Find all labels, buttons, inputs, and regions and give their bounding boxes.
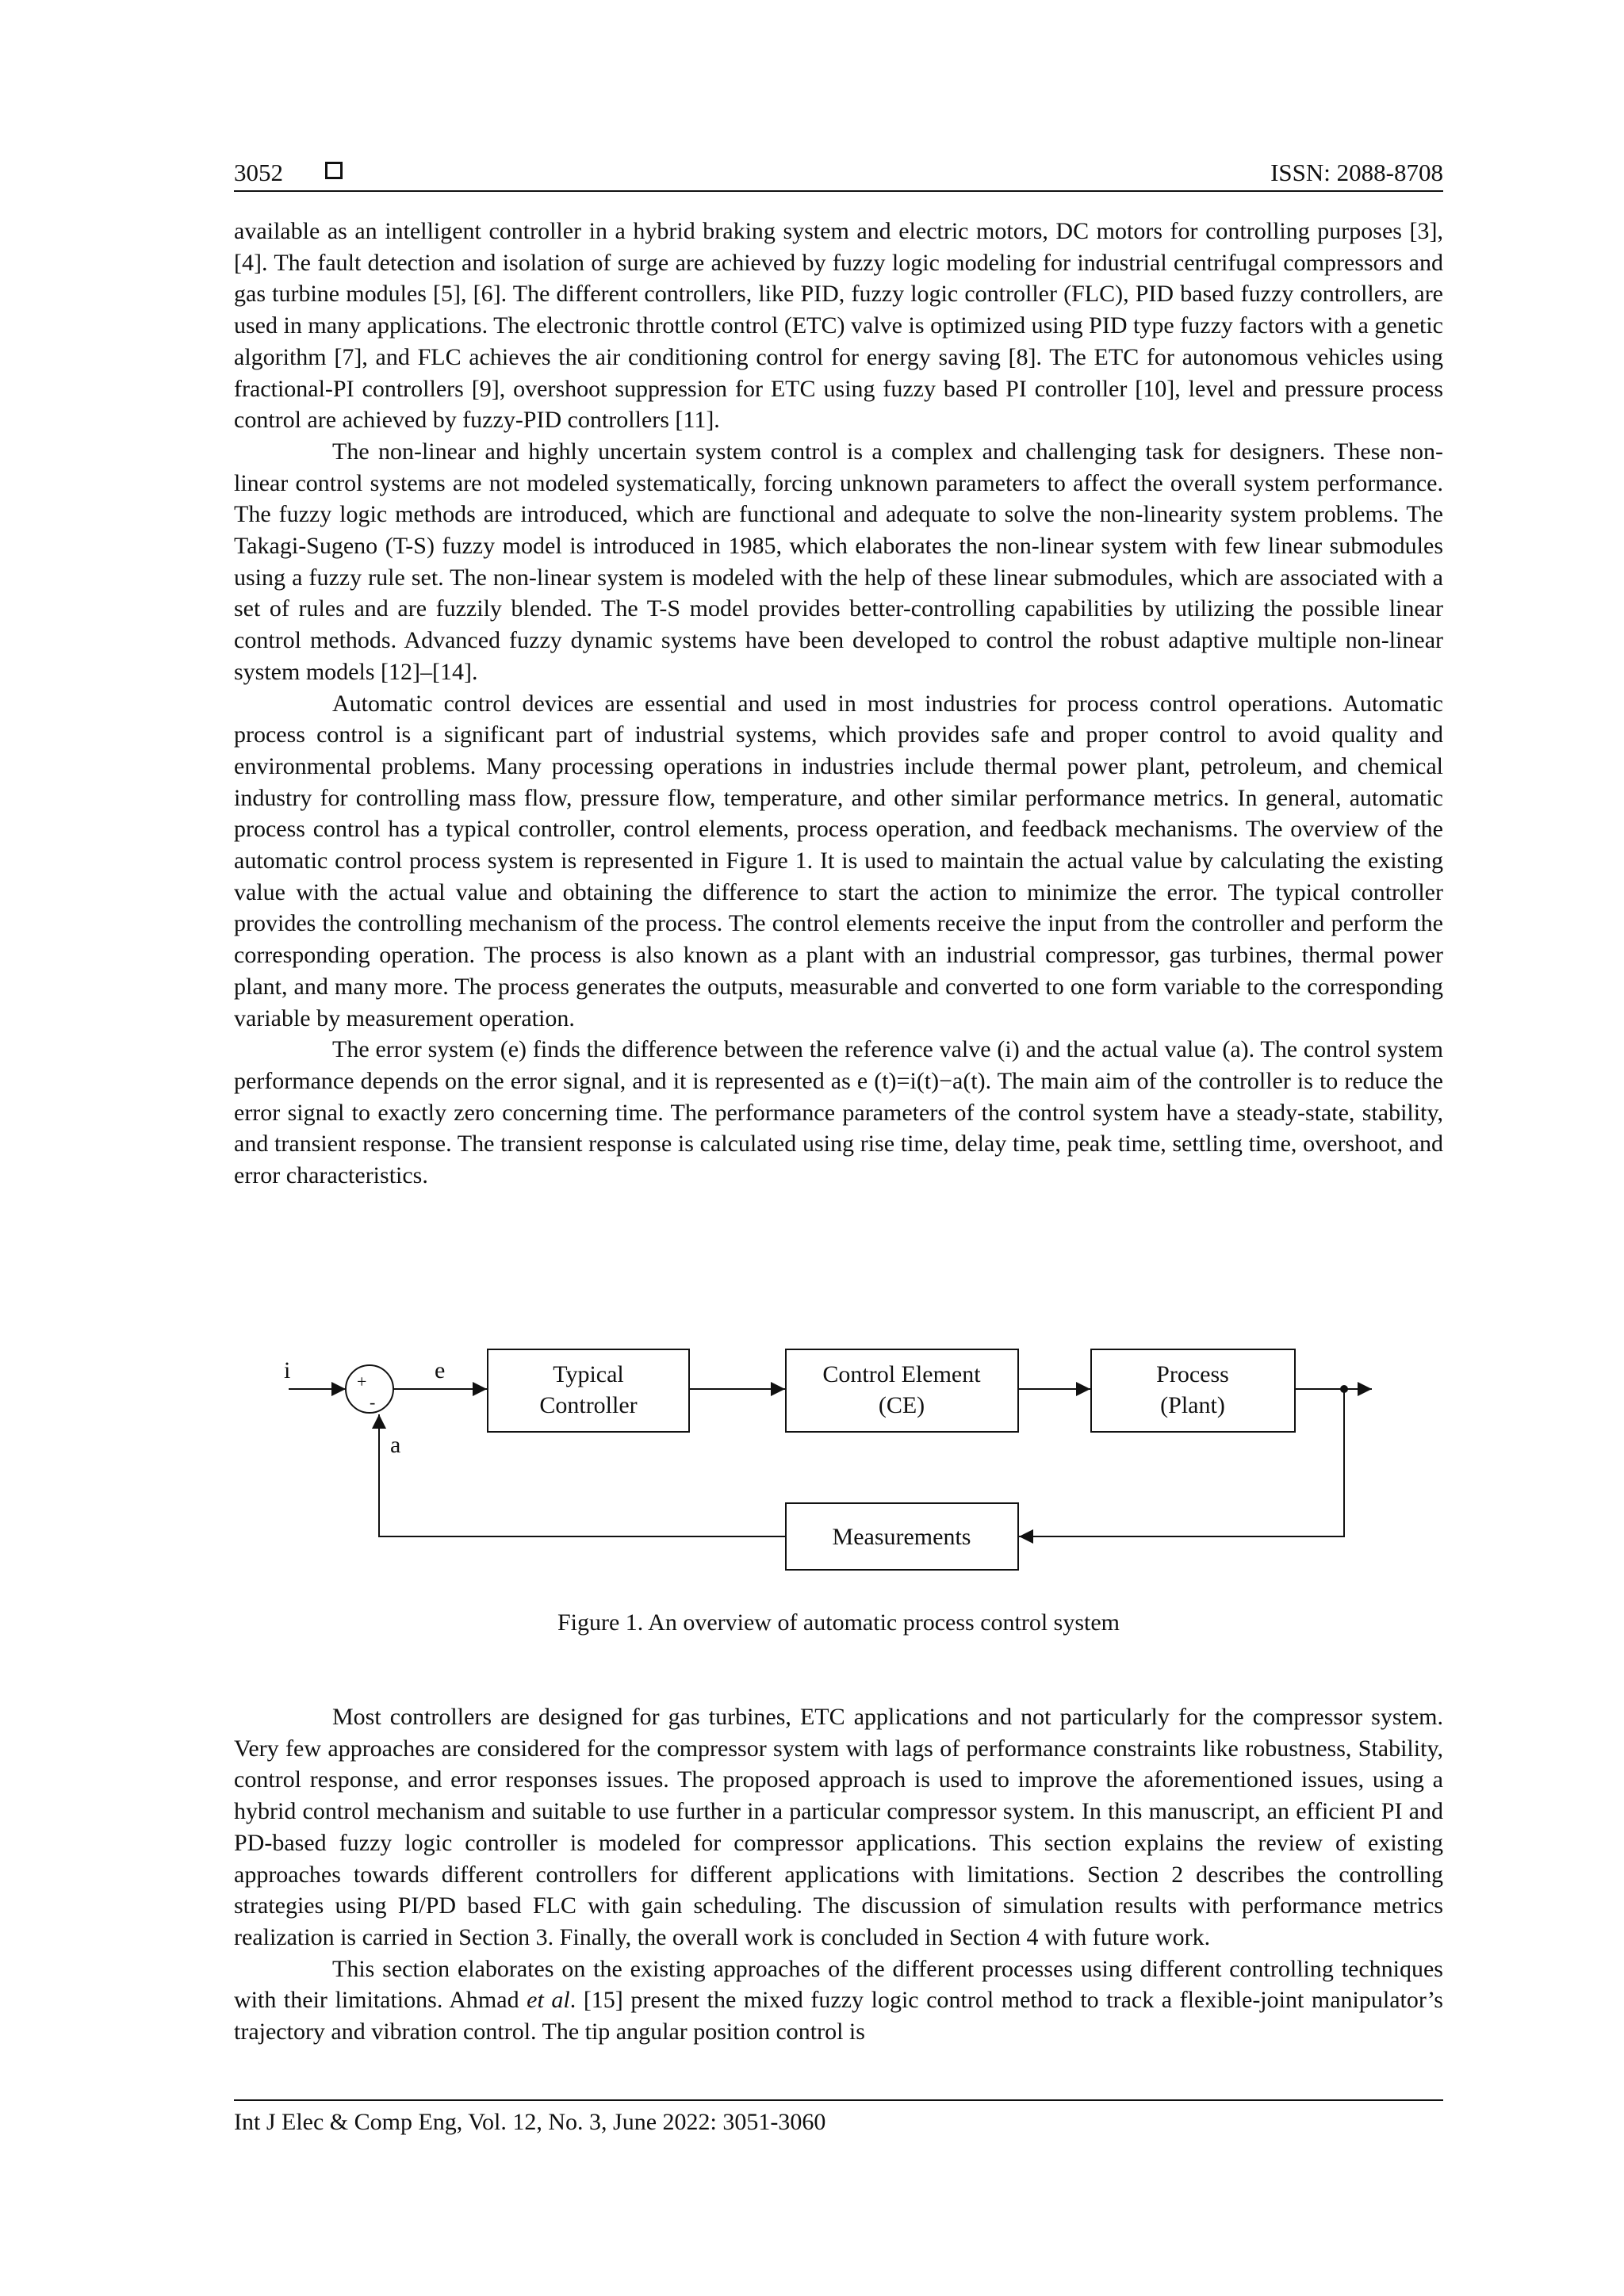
takeoff-point <box>1340 1385 1348 1393</box>
block-diagram <box>278 1340 1388 1594</box>
paragraph: Automatic control devices are essential and used in most industries for process control operations. Automatic process control is a significant part of industrial systems, which provides safe and proper control to avoid quality and environmental problems. Many processing operations in industries include thermal power plant, petroleum, and chemical industry for controlling mass flow, pressure flow, temperature, and other similar performance metrics. In general, automatic process control has a typical controller, control elements, process operation, and feedback mechanisms. The overview of the automatic control process system is represented in Figure 1. It is used to maintain the actual value by calculating the existing value with the actual value and obtaining the difference to start the action to minimize the error. The typical controller provides the controlling mechanism of the process. The control elements receive the input from the controller and perform the corresponding operation. The process is also known as a plant with an industrial compressor, gas turbines, thermal power plant, and many more. The process generates the outputs, measurable and converted to one form variable to the corresponding variable by measurement operation. <box>234 690 1443 1031</box>
label-a: a <box>390 1432 401 1458</box>
label-i: i <box>284 1357 291 1383</box>
square-bullet-icon <box>325 162 343 179</box>
running-header <box>234 154 1443 192</box>
ce-label-1: Control Element <box>822 1361 981 1387</box>
paragraph: The error system (e) finds the difference between the reference valve (i) and the actual value (a). The control system performance depends on the error signal, and it is represented as e (t)=i(t)−a(t). The main aim of the controller is to reduce the error signal to exactly zero concerning time. The performance parameters of the control system have a steady-state, stability, and transient response. The transient response is calculated using rise time, delay time, peak time, settling time, overshoot, and error characteristics. <box>234 1036 1443 1189</box>
running-footer <box>234 2099 1443 2136</box>
page-number: 3052 <box>234 159 283 186</box>
footer-citation: Int J Elec & Comp Eng, Vol. 12, No. 3, June 2022: 3051-3060 <box>234 2109 826 2135</box>
label-e: e <box>435 1357 446 1383</box>
typical-label-2: Controller <box>539 1392 638 1418</box>
text-run: This section elaborates on the existing approaches of the different processes using different controlling techniques with their limitations. Ahmad <box>234 1955 1443 2014</box>
minus-sign: - <box>370 1392 376 1412</box>
paragraph: Most controllers are designed for gas turbines, ETC applications and not particularly for the compressor system. Very few approaches are considered for the compressor system with lags of performance constraints like robustness, Stability, control response, and error responses issues. The proposed approach is used to improve the aforementioned issues, using a hybrid control mechanism and suitable to use further in a particular compressor system. In this manuscript, an efficient PI and PD-based fuzzy logic controller is modeled for compressor applications. This section explains the review of existing approaches towards different controllers for different applications with limitations. Section 2 describes the controlling strategies using PI/PD based FLC with gain scheduling. The discussion of simulation results with performance metrics realization is carried in Section 3. Finally, the overall work is concluded in Section 4 with future work. <box>234 1704 1443 1950</box>
ce-label-2: (CE) <box>878 1392 925 1418</box>
typical-label-1: Typical <box>553 1361 624 1387</box>
process-label-1: Process <box>1156 1361 1229 1387</box>
paragraph: available as an intelligent controller in a hybrid braking system and electric motors, DC motors for controlling purposes [3], [4]. The fault detection and isolation of surge are achieved by fuzzy logic modeling for industrial centrifugal compressors and gas turbine modules [5], [6]. The different controllers, like PID, fuzzy logic controller (FLC), PID based fuzzy controllers, are used in many applications. The electronic throttle control (ETC) valve is optimized using PID type fuzzy factors with a genetic algorithm [7], and FLC achieves the air conditioning control for energy saving [8]. The ETC for autonomous vehicles using fractional-PI controllers [9], overshoot suppression for ETC using fuzzy based PI controller [10], level and pressure process control are achieved by fuzzy-PID controllers [11]. <box>234 218 1443 434</box>
paragraph: The non-linear and highly uncertain system control is a complex and challenging task for designers. These non-linear control systems are not modeled systematically, forcing unknown parameters to affect the overall system performance. The fuzzy logic methods are introduced, which are functional and adequate to solve the non-linearity system problems. The Takagi-Sugeno (T-S) fuzzy model is introduced in 1985, which elaborates the non-linear system with few linear submodules using a fuzzy rule set. The non-linear system is modeled with the help of these linear submodules, which are associated with a set of rules and are fuzzily blended. The T-S model provides better-controlling capabilities by utilizing the possible linear control methods. Advanced fuzzy dynamic systems have been developed to control the robust adaptive multiple non-linear system models [12]–[14]. <box>234 438 1443 685</box>
issn: ISSN: 2088-8708 <box>1270 159 1443 186</box>
body-text-bottom <box>234 1701 1443 2048</box>
paragraph <box>234 1954 1443 2048</box>
process-label-2: (Plant) <box>1160 1392 1225 1418</box>
feedback-line-back <box>379 1414 786 1536</box>
plus-sign: + <box>357 1372 367 1391</box>
figure-caption: Figure 1. An overview of automatic process control system <box>557 1609 1120 1636</box>
measurements-label: Measurements <box>832 1524 971 1550</box>
text-run-italic: et al <box>527 1987 570 2014</box>
text-run: . [15] present the mixed fuzzy logic control method to track a flexible-joint manipulator’s trajectory and vibration control. The tip angular position control is <box>234 1987 1443 2045</box>
body-text-top <box>234 216 1443 1192</box>
